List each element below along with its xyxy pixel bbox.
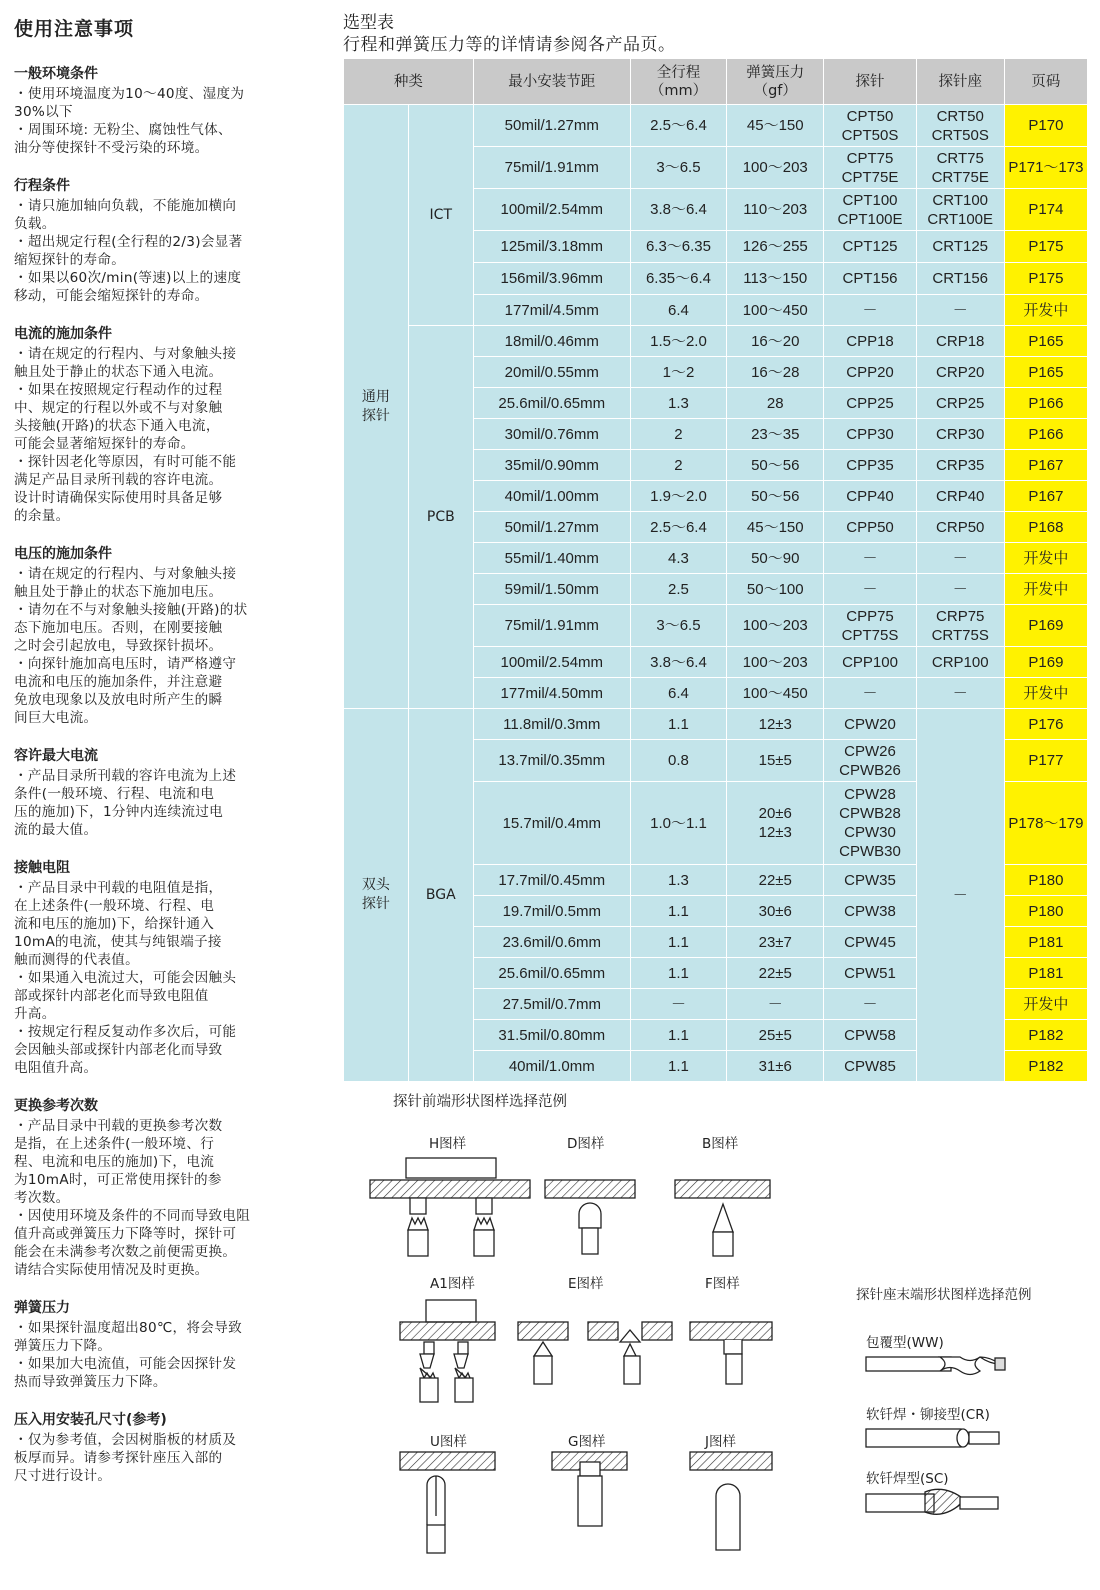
column-header: 探针: [824, 59, 916, 105]
note-section: [14, 745, 314, 839]
label-a1-pattern: A1图样: [430, 1276, 475, 1292]
force-cell: 12±3: [727, 709, 824, 740]
pitch-cell: 100mil/2.54mm: [473, 189, 630, 231]
probe-cell: CPP75 CPT75S: [824, 605, 916, 647]
pitch-cell: 177mil/4.50mm: [473, 678, 630, 709]
pitch-cell: 13.7mil/0.35mm: [473, 740, 630, 782]
socket-cell: －: [916, 574, 1004, 605]
pitch-cell: 75mil/1.91mm: [473, 605, 630, 647]
probe-cell: CPP20: [824, 357, 916, 388]
table-row: [344, 326, 1088, 357]
note-section-title: 容许最大电流: [14, 748, 98, 764]
probe-cell: －: [824, 678, 916, 709]
note-section-title: 行程条件: [14, 178, 70, 194]
u-pattern-drawing: [400, 1452, 495, 1553]
table-row: [344, 709, 1088, 740]
column-header: 弹簧压力 （gf）: [727, 59, 824, 105]
socket-cell: CRP75 CRT75S: [916, 605, 1004, 647]
label-h-pattern: H图样: [429, 1136, 467, 1152]
selection-panel: [343, 12, 1088, 1082]
pitch-cell: 30mil/0.76mm: [473, 419, 630, 450]
force-cell: 16～20: [727, 326, 824, 357]
socket-cell: CRT75 CRT75E: [916, 147, 1004, 189]
socket-cell: －: [916, 678, 1004, 709]
note-section-title: 弹簧压力: [14, 1300, 70, 1316]
stroke-cell: 3～6.5: [630, 605, 726, 647]
socket-cell: －: [916, 543, 1004, 574]
column-header: 页码: [1004, 59, 1087, 105]
page-cell: P166: [1004, 388, 1087, 419]
socket-cell: CRP40: [916, 481, 1004, 512]
socket-cell: CRP20: [916, 357, 1004, 388]
label-e-pattern: E图样: [568, 1276, 604, 1292]
stroke-cell: 3～6.5: [630, 147, 726, 189]
force-cell: 100～450: [727, 678, 824, 709]
probe-cell: CPP50: [824, 512, 916, 543]
stroke-cell: 3.8～6.4: [630, 647, 726, 678]
pitch-cell: 177mil/4.5mm: [473, 295, 630, 326]
stroke-cell: －: [630, 989, 726, 1020]
pitch-cell: 17.7mil/0.45mm: [473, 865, 630, 896]
selection-title: 选型表: [343, 13, 394, 33]
page-cell: P177: [1004, 740, 1087, 782]
stroke-cell: 1.1: [630, 896, 726, 927]
page-cell: P180: [1004, 865, 1087, 896]
probe-cell: CPW28 CPWB28 CPW30 CPWB30: [824, 782, 916, 865]
probe-cell: CPP35: [824, 450, 916, 481]
probe-cell: CPW45: [824, 927, 916, 958]
stroke-cell: 2: [630, 450, 726, 481]
j-pattern-drawing: [690, 1452, 772, 1550]
page-cell: P165: [1004, 326, 1087, 357]
pitch-cell: 125mil/3.18mm: [473, 231, 630, 263]
pitch-cell: 23.6mil/0.6mm: [473, 927, 630, 958]
force-cell: 113～150: [727, 263, 824, 295]
probe-cell: CPT100 CPT100E: [824, 189, 916, 231]
table-row: [344, 105, 1088, 147]
stroke-cell: 1.3: [630, 388, 726, 419]
subgroup-name-cell: PCB: [408, 326, 473, 709]
note-section-body: ・产品目录所刊载的容许电流为上述 条件(一般环境、行程、电流和电 压的施加)下，1分钟内连续流过电 流的最大值。: [14, 768, 237, 838]
pitch-cell: 25.6mil/0.65mm: [473, 958, 630, 989]
probe-cell: CPW38: [824, 896, 916, 927]
label-f-pattern: F图样: [705, 1276, 740, 1292]
force-cell: 110～203: [727, 189, 824, 231]
pitch-cell: 11.8mil/0.3mm: [473, 709, 630, 740]
page-cell: P165: [1004, 357, 1087, 388]
page-cell: P176: [1004, 709, 1087, 740]
note-section-title: 更换参考次数: [14, 1098, 98, 1114]
column-header: 全行程 （mm）: [630, 59, 726, 105]
socket-cell: CRT50 CRT50S: [916, 105, 1004, 147]
stroke-cell: 2: [630, 419, 726, 450]
pitch-cell: 75mil/1.91mm: [473, 147, 630, 189]
label-d-pattern: D图样: [567, 1136, 605, 1152]
probe-cell: －: [824, 574, 916, 605]
probe-cell: CPT156: [824, 263, 916, 295]
force-cell: 23±7: [727, 927, 824, 958]
label-j-pattern: J图样: [705, 1434, 736, 1450]
table-body: [344, 105, 1088, 1082]
probe-cell: CPW58: [824, 1020, 916, 1051]
stroke-cell: 1.1: [630, 1020, 726, 1051]
page-cell: P175: [1004, 231, 1087, 263]
force-cell: 100～203: [727, 647, 824, 678]
g-pattern-drawing: [552, 1452, 627, 1526]
stroke-cell: 1.1: [630, 958, 726, 989]
note-section-body: ・请在规定的行程内、与对象触头接 触且处于静止的状态下施加电压。 ・请勿在不与对象触头接触(开路)的状 态下施加电压。否则，在刚要接触 之时会引起放电，导致探针损坏。 ・向探针施加高电压时，请严格遵守 电流和电压的施加条件，并注意避 免放电现象以及放电时所产生的瞬 间巨大电流。: [14, 566, 248, 726]
note-section-body: ・产品目录中刊载的更换参考次数 是指，在上述条件(一般环境、行 程、电流和电压的施加)下，电流 为10mA时，可正常使用探针的参 考次数。 ・因使用环境及条件的不同而导致电阻 值升高或弹簧压力下降等时，探针可 能会在未满参考次数之前便需更换。 请结合实际使用情况及时更换。: [14, 1118, 251, 1278]
force-cell: 31±6: [727, 1051, 824, 1082]
force-cell: 22±5: [727, 865, 824, 896]
selection-subtitle: 行程和弹簧压力等的详情请参阅各产品页。: [343, 35, 676, 55]
pitch-cell: 50mil/1.27mm: [473, 512, 630, 543]
shape-drawings: [0, 1080, 1100, 1590]
label-b-pattern: B图样: [702, 1136, 739, 1152]
page-cell: 开发中: [1004, 295, 1087, 326]
pitch-cell: 31.5mil/0.80mm: [473, 1020, 630, 1051]
note-section: [14, 63, 314, 157]
notes-title: 使用注意事项: [14, 18, 135, 40]
pitch-cell: 50mil/1.27mm: [473, 105, 630, 147]
note-section-body: ・请在规定的行程内、与对象触头接 触且处于静止的状态下通入电流。 ・如果在按照规定行程动作的过程 中、规定的行程以外或不与对象触 头接触(开路)的状态下通入电流， 可能会显著缩短探针的寿命。 ・探针因老化等原因，有时可能不能 满足产品目录所刊载的容许电流。 设计时请确保实际使用时具备足够 的余量。: [14, 346, 237, 524]
stroke-cell: 0.8: [630, 740, 726, 782]
page-cell: P180: [1004, 896, 1087, 927]
group-name-cell: 双头 探针: [344, 709, 409, 1082]
probe-cell: CPT125: [824, 231, 916, 263]
stroke-cell: 1.5～2.0: [630, 326, 726, 357]
page-cell: P167: [1004, 481, 1087, 512]
force-cell: 30±6: [727, 896, 824, 927]
f-pattern-drawing: [588, 1322, 772, 1384]
page-cell: P181: [1004, 958, 1087, 989]
label-sc: 软钎焊型(SC): [866, 1471, 949, 1487]
socket-cell: CRT125: [916, 231, 1004, 263]
page-cell: 开发中: [1004, 678, 1087, 709]
page-cell: P166: [1004, 419, 1087, 450]
note-section-body: ・产品目录中刊载的电阻值是指， 在上述条件(一般环境、行程、电 流和电压的施加)下，给探针通入 10mA的电流，使其与纯银端子接 触而测得的代表值。 ・如果通入电流过大，可能会因触头 部或探针内部老化而导致电阻值 升高。 ・按规定行程反复动作多次后，可能 会因触头部或探针内部老化而导致 电阻值升高。: [14, 880, 237, 1076]
force-cell: 50～56: [727, 481, 824, 512]
socket-cell: CRP25: [916, 388, 1004, 419]
note-section: [14, 857, 314, 1077]
pitch-cell: 40mil/1.00mm: [473, 481, 630, 512]
pitch-cell: 15.7mil/0.4mm: [473, 782, 630, 865]
tip-shapes-title: 探针前端形状图样选择范例: [393, 1094, 567, 1110]
force-cell: －: [727, 989, 824, 1020]
stroke-cell: 6.4: [630, 295, 726, 326]
pitch-cell: 59mil/1.50mm: [473, 574, 630, 605]
page-cell: P171～173: [1004, 147, 1087, 189]
selection-table: [343, 58, 1088, 1082]
pitch-cell: 156mil/3.96mm: [473, 263, 630, 295]
stroke-cell: 3.8～6.4: [630, 189, 726, 231]
pitch-cell: 100mil/2.54mm: [473, 647, 630, 678]
stroke-cell: 2.5: [630, 574, 726, 605]
e-pattern-drawing: [518, 1322, 568, 1384]
stroke-cell: 1.1: [630, 1051, 726, 1082]
stroke-cell: 6.3～6.35: [630, 231, 726, 263]
page-cell: P169: [1004, 647, 1087, 678]
pitch-cell: 55mil/1.40mm: [473, 543, 630, 574]
force-cell: 25±5: [727, 1020, 824, 1051]
note-section: [14, 323, 314, 525]
socket-cell: CRT156: [916, 263, 1004, 295]
probe-cell: CPT75 CPT75E: [824, 147, 916, 189]
probe-cell: －: [824, 543, 916, 574]
stroke-cell: 1.9～2.0: [630, 481, 726, 512]
note-section-title: 接触电阻: [14, 860, 70, 876]
pitch-cell: 19.7mil/0.5mm: [473, 896, 630, 927]
page-cell: 开发中: [1004, 574, 1087, 605]
probe-cell: CPP18: [824, 326, 916, 357]
label-u-pattern: U图样: [430, 1434, 467, 1450]
probe-cell: CPW35: [824, 865, 916, 896]
stroke-cell: 1.0～1.1: [630, 782, 726, 865]
subgroup-name-cell: BGA: [408, 709, 473, 1082]
socket-cell: －: [916, 295, 1004, 326]
force-cell: 126～255: [727, 231, 824, 263]
page-cell: P168: [1004, 512, 1087, 543]
label-ww: 包覆型(WW): [866, 1335, 944, 1351]
pitch-cell: 27.5mil/0.7mm: [473, 989, 630, 1020]
probe-cell: CPP25: [824, 388, 916, 419]
socket-cell: CRP30: [916, 419, 1004, 450]
socket-cell: CRP18: [916, 326, 1004, 357]
note-section: [14, 543, 314, 727]
page-cell: P182: [1004, 1051, 1087, 1082]
force-cell: 16～28: [727, 357, 824, 388]
force-cell: 45～150: [727, 512, 824, 543]
stroke-cell: 1.1: [630, 709, 726, 740]
socket-cell: CRP100: [916, 647, 1004, 678]
stroke-cell: 6.4: [630, 678, 726, 709]
page-cell: P175: [1004, 263, 1087, 295]
b-pattern-drawing: [675, 1180, 770, 1256]
note-section: [14, 175, 314, 305]
d-pattern-drawing: [545, 1180, 635, 1254]
force-cell: 28: [727, 388, 824, 419]
page-cell: P167: [1004, 450, 1087, 481]
page-cell: P169: [1004, 605, 1087, 647]
force-cell: 20±6 12±3: [727, 782, 824, 865]
force-cell: 45～150: [727, 105, 824, 147]
socket-cell: CRP35: [916, 450, 1004, 481]
probe-cell: CPW20: [824, 709, 916, 740]
stroke-cell: 1.3: [630, 865, 726, 896]
group-name-cell: 通用 探针: [344, 105, 409, 709]
force-cell: 50～90: [727, 543, 824, 574]
table-header-row: [344, 59, 1088, 105]
pitch-cell: 35mil/0.90mm: [473, 450, 630, 481]
stroke-cell: 2.5～6.4: [630, 512, 726, 543]
column-header: 最小安装节距: [473, 59, 630, 105]
sc-drawing: [866, 1489, 998, 1514]
force-cell: 50～56: [727, 450, 824, 481]
force-cell: 23～35: [727, 419, 824, 450]
probe-cell: CPP100: [824, 647, 916, 678]
pitch-cell: 20mil/0.55mm: [473, 357, 630, 388]
note-section-body: ・请只施加轴向负载，不能施加横向 负载。 ・超出规定行程(全行程的2/3)会显著 缩短探针的寿命。 ・如果以60次/min(等速)以上的速度 移动，可能会缩短探针的寿命。: [14, 198, 243, 304]
socket-cell: CRT100 CRT100E: [916, 189, 1004, 231]
stroke-cell: 4.3: [630, 543, 726, 574]
stroke-cell: 1.1: [630, 927, 726, 958]
socket-cell: －: [916, 709, 1004, 1082]
page-cell: P182: [1004, 1020, 1087, 1051]
force-cell: 100～203: [727, 147, 824, 189]
force-cell: 100～203: [727, 605, 824, 647]
stroke-cell: 6.35～6.4: [630, 263, 726, 295]
label-cr: 软钎焊・铆接型(CR): [866, 1407, 990, 1423]
probe-cell: CPT50 CPT50S: [824, 105, 916, 147]
label-g-pattern: G图样: [568, 1434, 606, 1450]
note-section-title: 压入用安装孔尺寸(参考): [14, 1412, 167, 1428]
stroke-cell: 2.5～6.4: [630, 105, 726, 147]
pitch-cell: 18mil/0.46mm: [473, 326, 630, 357]
h-pattern-drawing: [370, 1158, 530, 1256]
probe-cell: －: [824, 989, 916, 1020]
note-section-title: 电压的施加条件: [14, 546, 112, 562]
page-cell: P181: [1004, 927, 1087, 958]
page-cell: 开发中: [1004, 543, 1087, 574]
page-cell: P178～179: [1004, 782, 1087, 865]
a1-pattern-drawing: [400, 1300, 495, 1402]
pitch-cell: 25.6mil/0.65mm: [473, 388, 630, 419]
shape-examples: [0, 1080, 1100, 1590]
page-cell: P170: [1004, 105, 1087, 147]
probe-cell: CPW26 CPWB26: [824, 740, 916, 782]
note-section-title: 一般环境条件: [14, 66, 98, 82]
socket-ends-title: 探针座末端形状图样选择范例: [856, 1287, 1032, 1303]
note-section-body: ・仅为参考值，会因树脂板的材质及 板厚而异。请参考探针座压入部的 尺寸进行设计。: [14, 1432, 237, 1484]
probe-cell: CPW85: [824, 1051, 916, 1082]
note-section-body: ・如果探针温度超出80℃，将会导致 弹簧压力下降。 ・如果加大电流值，可能会因探针发 热而导致弹簧压力下降。: [14, 1320, 242, 1390]
socket-cell: CRP50: [916, 512, 1004, 543]
column-header: 探针座: [916, 59, 1004, 105]
note-section-body: ・使用环境温度为10～40度、湿度为 30%以下 ・周围环境: 无粉尘、腐蚀性气体、 油分等使探针不受污染的环境。: [14, 86, 245, 156]
probe-cell: CPP30: [824, 419, 916, 450]
probe-cell: CPP40: [824, 481, 916, 512]
column-header: 种类: [344, 59, 474, 105]
note-section-title: 电流的施加条件: [14, 326, 112, 342]
force-cell: 22±5: [727, 958, 824, 989]
ww-drawing: [866, 1357, 1005, 1375]
probe-cell: －: [824, 295, 916, 326]
force-cell: 100～450: [727, 295, 824, 326]
pitch-cell: 40mil/1.0mm: [473, 1051, 630, 1082]
subgroup-name-cell: ICT: [408, 105, 473, 326]
stroke-cell: 1～2: [630, 357, 726, 388]
probe-cell: CPW51: [824, 958, 916, 989]
page-cell: 开发中: [1004, 989, 1087, 1020]
page-cell: P174: [1004, 189, 1087, 231]
force-cell: 50～100: [727, 574, 824, 605]
cr-drawing: [866, 1429, 999, 1447]
force-cell: 15±5: [727, 740, 824, 782]
